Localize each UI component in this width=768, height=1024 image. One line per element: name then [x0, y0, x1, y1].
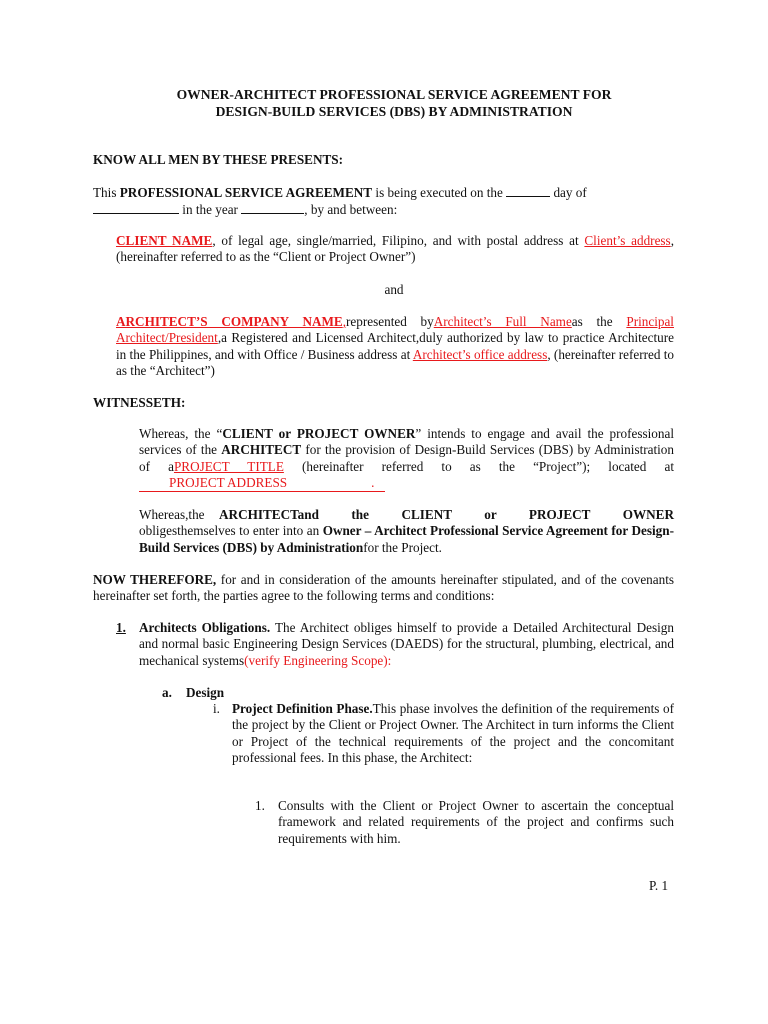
witnesseth-heading: WITNESSETH:	[93, 395, 186, 410]
year-blank[interactable]	[241, 201, 304, 214]
whereas-paragraph-1: Whereas, the “CLIENT or PROJECT OWNER” intends to engage and avail the professional services of the ARCHITECT for the provision of Design-Build Services (DBS) by Administration of aPROJECT TITLE (hereinafter referred to as the “Project”); located at PROJECT ADDRESS .	[139, 426, 674, 492]
agreement-name: PROFESSIONAL SERVICE AGREEMENT	[119, 185, 373, 200]
architect-paragraph: ARCHITECT’S COMPANY NAME,represented byArchitect’s Full Nameas the Principal Architect/President,a Registered and Licensed Architect,duly authorized by law to practice Architecture in the Philippines, and with Office / Business address at Architect’s office address, (hereinafter referred to as the “Architect”)	[116, 314, 674, 378]
project-address-field[interactable]: PROJECT ADDRESS .	[139, 475, 385, 492]
title-line-2: DESIGN-BUILD SERVICES (DBS) BY ADMINISTRATION	[215, 104, 573, 119]
month-blank[interactable]	[93, 201, 179, 214]
item-1-label: 1.	[255, 798, 265, 813]
architect-role-field[interactable]: Principal Architect/President	[116, 314, 674, 346]
item-1-paragraph: Consults with the Client or Project Owner to ascertain the conceptual framework and related requirements of the project and confirms such requirements with him.	[278, 798, 674, 846]
architect-company-field[interactable]: ARCHITECT’S COMPANY NAME	[116, 314, 343, 329]
intro-paragraph: This PROFESSIONAL SERVICE AGREEMENT is being executed on the day of in the year , by and between:	[93, 185, 587, 218]
architect-office-field[interactable]: Architect’s office address	[412, 346, 548, 362]
know-all-heading: KNOW ALL MEN BY THESE PRESENTS:	[93, 152, 344, 167]
sub-i-heading: Project Definition Phase.	[232, 701, 373, 716]
section-1-paragraph: Architects Obligations. The Architect obliges himself to provide a Detailed Architectural Design and normal basic Engineering Design Services (DAEDS) for the structural, plumbing, electrical, and mechanical systems(verify Engineering Scope):	[139, 620, 674, 668]
architect-full-name-field[interactable]: Architect’s Full Name	[433, 314, 572, 329]
project-title-field[interactable]: PROJECT TITLE	[173, 458, 284, 474]
section-1-number: 1.	[116, 620, 126, 635]
day-blank[interactable]	[506, 184, 550, 197]
now-therefore-paragraph: NOW THEREFORE, for and in consideration of the amounts hereinafter stipulated, and of the covenants hereinafter set forth, the parties agree to the following terms and conditions:	[93, 572, 675, 604]
sub-i-label: i.	[213, 701, 220, 716]
and-separator: and	[384, 282, 404, 297]
client-paragraph: CLIENT NAME, of legal age, single/married, Filipino, and with postal address at Client’s address, (hereinafter referred to as the “Client or Project Owner”)	[116, 233, 674, 265]
verify-scope-note: (verify Engineering Scope):	[244, 652, 392, 668]
section-1-heading: Architects Obligations.	[139, 620, 271, 635]
client-address-field[interactable]: Client’s address	[584, 233, 671, 248]
sub-a-label: a.	[162, 685, 172, 700]
page-number: P. 1	[649, 878, 669, 893]
client-name-field[interactable]: CLIENT NAME	[116, 233, 213, 248]
title-line-1: OWNER-ARCHITECT PROFESSIONAL SERVICE AGREEMENT FOR	[176, 87, 612, 102]
sub-i-paragraph: Project Definition Phase.This phase involves the definition of the requirements of the project by the Client or Project Owner. The Architect in turn informs the Client or Project of the technical requirements of the project and the concomitant professional fees. In this phase, the Architect:	[232, 701, 674, 765]
whereas-paragraph-2: Whereas,the ARCHITECTand the CLIENT or PROJECT OWNER obligesthemselves to enter into an Owner – Architect Professional Service Agreement for Design-Build Services (DBS) by Administrationfor the Project.	[139, 507, 674, 555]
sub-a-heading: Design	[186, 685, 225, 700]
document-title	[80, 86, 708, 120]
